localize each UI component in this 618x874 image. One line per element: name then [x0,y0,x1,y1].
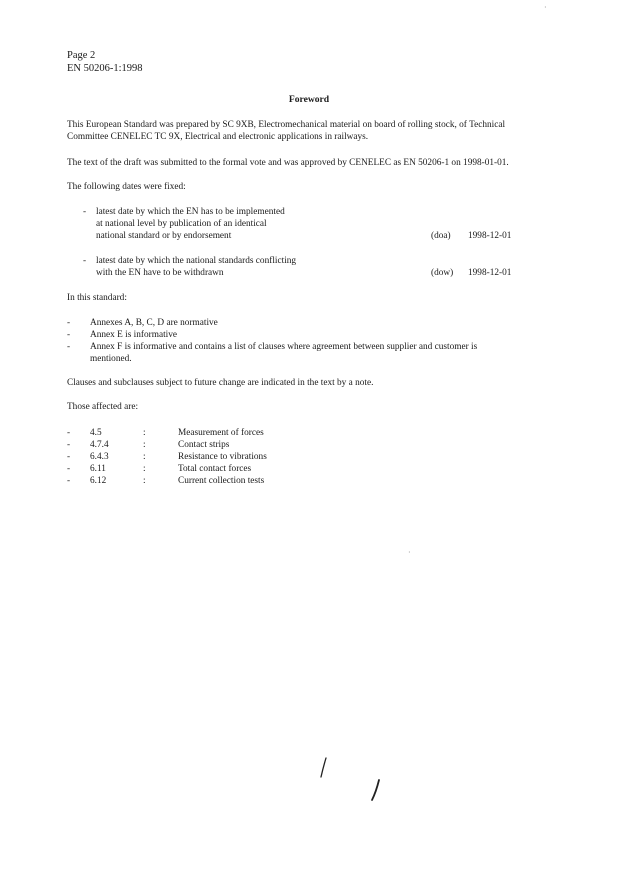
bullet-dash: - [67,476,71,486]
date-item-line: at national level by publication of an identical [96,219,267,229]
draft-paragraph: The text of the draft was submitted to the formal vote and was approved by CENELEC as EN 50206-1 on 1998-01-01. [67,158,509,168]
bullet-dash: - [83,207,87,217]
bullet-dash: - [67,440,71,450]
section-title: Foreword [288,94,330,105]
date-code: (doa) [431,231,451,241]
clause-separator: : [143,440,146,450]
in-standard-heading: In this standard: [67,293,127,303]
clause-separator: : [143,428,146,438]
clause-description: Contact strips [178,440,230,450]
bullet-dash: - [67,342,71,352]
clause-description: Resistance to vibrations [178,452,267,462]
affected-intro: Those affected are: [67,402,139,412]
future-change-paragraph: Clauses and subclauses subject to future change are indicated in the text by a note. [67,378,374,388]
bullet-dash: - [67,318,71,328]
clause-description: Current collection tests [178,476,265,486]
scan-speck: · [544,3,547,12]
clause-number: 6.12 [90,476,107,486]
date-item-line: latest date by which the EN has to be implemented [96,207,285,217]
intro-paragraph [67,119,537,143]
date-value: 1998-12-01 [468,231,512,241]
clause-separator: : [143,476,146,486]
scan-speck: · [408,548,411,557]
handwritten-marks-icon [300,750,400,810]
annex-item-line: Annex F is informative and contains a list of clauses where agreement between supplier and customer is [90,342,478,352]
intro-line: This European Standard was prepared by SC 9XB, Electromechanical material on board of rolling stock, of Technical [67,120,506,130]
clause-description: Total contact forces [178,464,252,474]
date-item-text [96,255,416,279]
intro-line: Committee CENELEC TC 9X, Electrical and electronic applications in railways. [67,132,369,142]
dates-intro: The following dates were fixed: [67,182,186,192]
bullet-dash: - [83,256,87,266]
bullet-dash: - [67,452,71,462]
page-header [67,49,143,75]
annex-item: Annexes A, B, C, D are normative [90,318,218,328]
clause-number: 4.5 [90,428,102,438]
clause-number: 4.7.4 [90,440,109,450]
bullet-dash: - [67,330,71,340]
clause-separator: : [143,464,146,474]
date-value: 1998-12-01 [468,268,512,278]
date-code: (dow) [431,268,454,278]
page-number: Page 2 [67,50,96,61]
bullet-dash: - [67,428,71,438]
clause-number: 6.4.3 [90,452,109,462]
clause-number: 6.11 [90,464,106,474]
annex-item-line: mentioned. [90,354,132,364]
date-item-line: with the EN have to be withdrawn [96,268,224,278]
annex-item [90,341,560,365]
clause-separator: : [143,452,146,462]
bullet-dash: - [67,464,71,474]
standard-reference: EN 50206-1:1998 [67,63,143,74]
date-item-line: national standard or by endorsement [96,231,232,241]
annex-item: Annex E is informative [90,330,178,340]
date-item-line: latest date by which the national standards conflicting [96,256,297,266]
clause-description: Measurement of forces [178,428,264,438]
date-item-text [96,206,416,242]
